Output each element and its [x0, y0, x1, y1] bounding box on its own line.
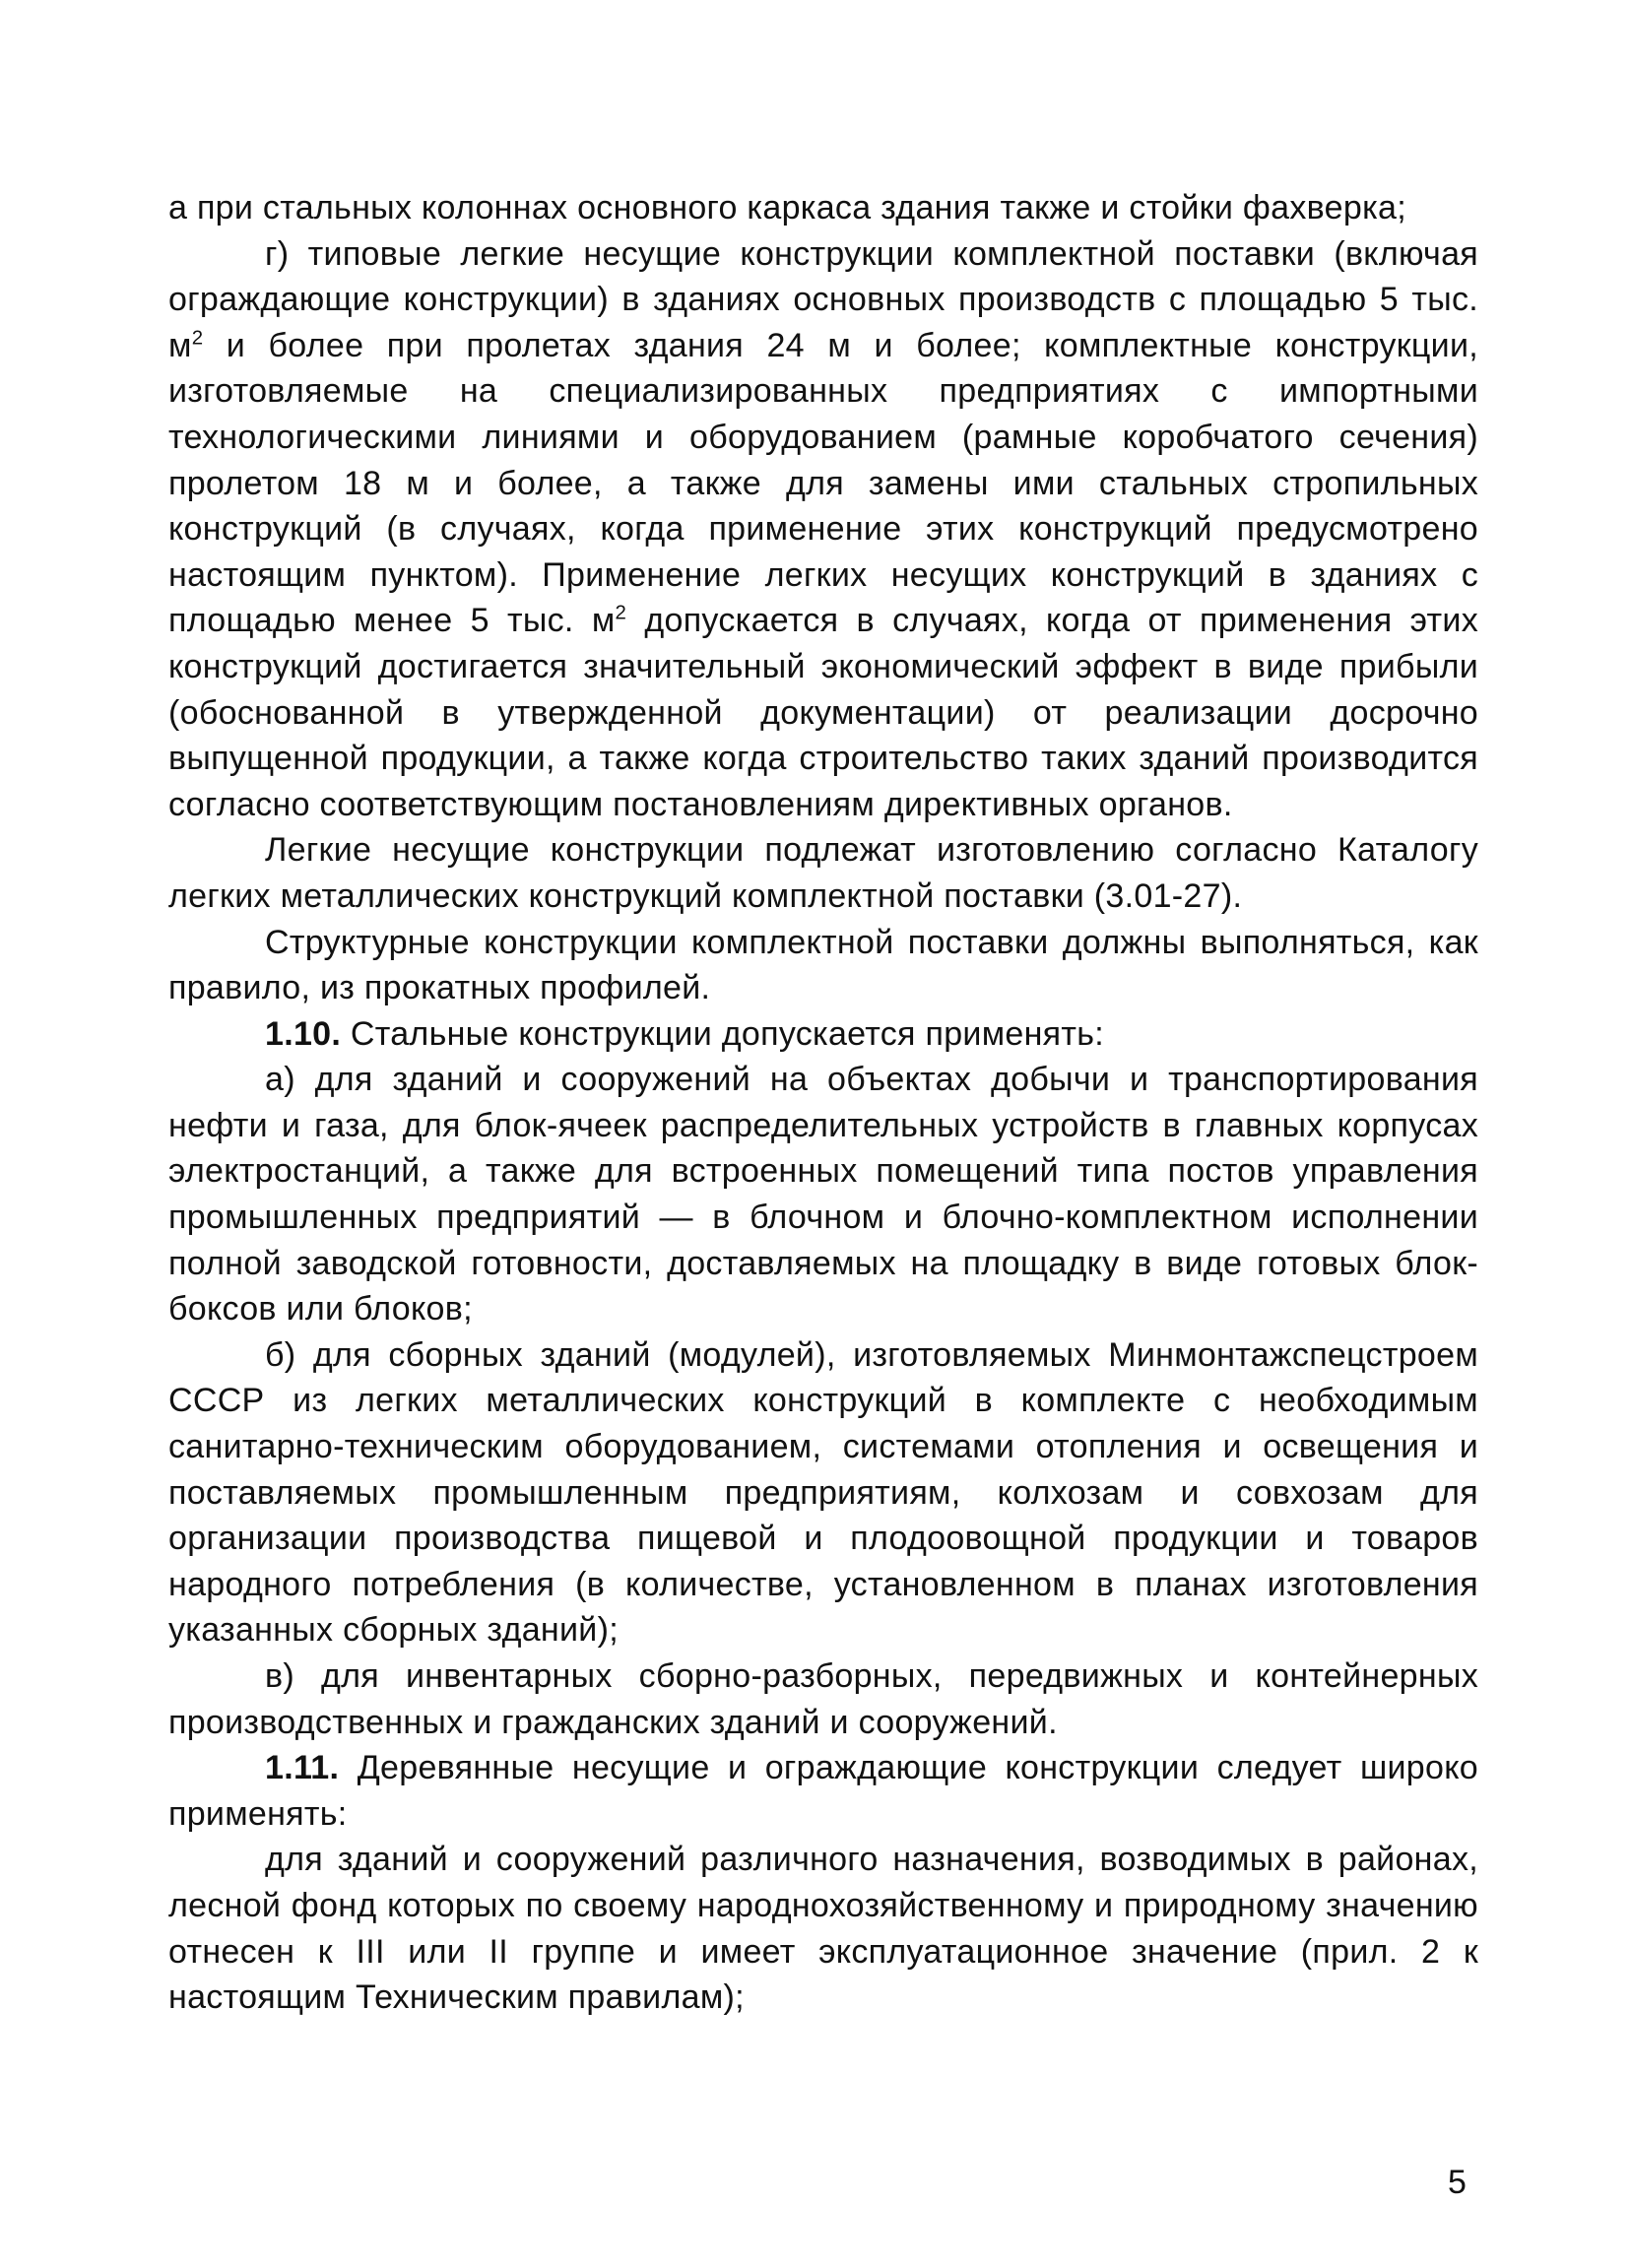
paragraph-item-v	[168, 1653, 1478, 1745]
paragraph-catalog	[168, 827, 1478, 919]
paragraph-text: Деревянные несущие и ограждающие конструкции следует широко применять:	[168, 1749, 1478, 1833]
paragraph-continuation	[168, 185, 1478, 231]
paragraph-item-b	[168, 1332, 1478, 1653]
paragraph-text: в) для инвентарных сборно-разборных, передвижных и контейнерных производственных и гражданских зданий и сооружений.	[168, 1657, 1478, 1741]
clause-1-11	[168, 1745, 1478, 1837]
clause-1-10	[168, 1011, 1478, 1058]
paragraph-item-g	[168, 231, 1478, 828]
document-body	[168, 185, 1478, 2021]
paragraph-text: Стальные конструкции допускается применять:	[341, 1014, 1105, 1053]
clause-number: 1.10.	[265, 1014, 342, 1053]
page-number: 5	[1448, 2164, 1467, 2201]
paragraph-item-a	[168, 1057, 1478, 1332]
clause-number: 1.11.	[265, 1749, 340, 1787]
paragraph-text: б) для сборных зданий (модулей), изготовляемых Минмонтажспецстроем СССР из легких металлических конструкций в комплекте с необходимым санитарно-техническим оборудованием, системами отопления и освещения и поставляемых промышленным предприятиям, колхозам и совхозам для организации производства пищевой и плодоовощной продукции и товаров народного потребления (в количестве, установленном в планах изготовления указанных сборных зданий);	[168, 1335, 1478, 1650]
paragraph-text: Легкие несущие конструкции подлежат изготовлению согласно Каталогу легких металлических конструкций комплектной поставки (3.01-27).	[168, 831, 1478, 915]
superscript: 2	[615, 603, 627, 625]
paragraph-text: г) типовые легкие несущие конструкции комплектной поставки (включая ограждающие конструкции) в зданиях основных производств с площадью 5 тыс. м	[168, 234, 1478, 364]
paragraph-text: допускается в случаях, когда от применения этих конструкций достигается значительный экономический эффект в виде прибыли (обоснованной в утвержденной документации) от реализации досрочно выпущенной продукции, а также когда строительство таких зданий производится согласно соответствующим постановлениям директивных органов.	[168, 602, 1479, 823]
paragraph-wood	[168, 1837, 1478, 2020]
paragraph-text: а при стальных колоннах основного каркаса здания также и стойки фахверка;	[168, 189, 1406, 227]
paragraph-structural	[168, 920, 1478, 1011]
paragraph-text: Структурные конструкции комплектной поставки должны выполняться, как правило, из прокатных профилей.	[168, 923, 1478, 1007]
paragraph-text: для зданий и сооружений различного назначения, возводимых в районах, лесной фонд которых по своему народнохозяйственному и природному значению отнесен к III или II группе и имеет эксплуатационное значение (прил. 2 к настоящим Техническим правилам);	[168, 1841, 1478, 2017]
paragraph-text: а) для зданий и сооружений на объектах добычи и транспортирования нефти и газа, для блок-ячеек распределительных устройств в главных корпусах электростанций, а также для встроенных помещений типа постов управления промышленных предприятий — в блочном и блочно-комплектном исполнении полной заводской готовности, доставляемых на площадку в виде готовых блок-боксов или блоков;	[168, 1061, 1478, 1328]
superscript: 2	[191, 327, 204, 350]
paragraph-text: и более при пролетах здания 24 м и более; комплектные конструкции, изготовляемые на специализированных предприятиях с импортными технологическими линиями и оборудованием (рамные коробчатого сечения) пролетом 18 м и более, а также для замены ими стальных стропильных конструкций (в случаях, когда применение этих конструкций предусмотрено настоящим пунктом). Применение легких несущих конструкций в зданиях с площадью менее 5 тыс. м	[168, 326, 1478, 640]
